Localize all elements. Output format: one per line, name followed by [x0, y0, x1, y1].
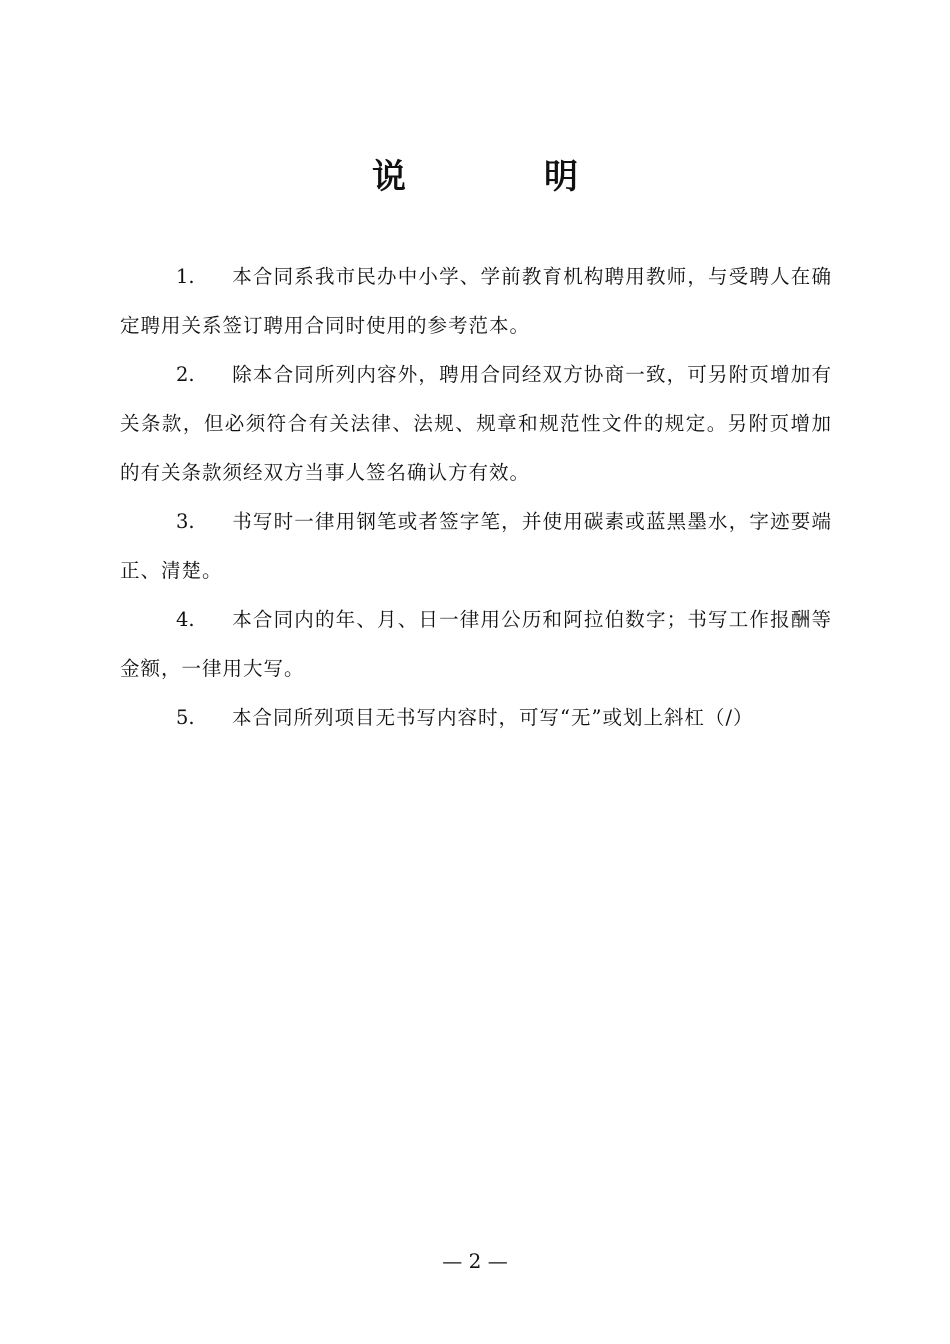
- item-text: 本合同系我市民办中小学、学前教育机构聘用教师，与受聘人在确定聘用关系签订聘用合同时使用的参考范本。: [120, 265, 832, 337]
- page-title: 说 明: [372, 157, 630, 197]
- item-number: 1.: [176, 265, 195, 288]
- item-number: 2.: [176, 363, 195, 386]
- item-number: 5.: [176, 706, 195, 729]
- item-text: 本合同内的年、月、日一律用公历和阿拉伯数字；书写工作报酬等金额，一律用大写。: [120, 608, 832, 680]
- item-text: 本合同所列项目无书写内容时，可写“无”或划上斜杠（/）: [232, 706, 754, 729]
- list-item: [120, 595, 832, 693]
- list-item: [120, 693, 832, 742]
- item-text: 除本合同所列内容外，聘用合同经双方协商一致，可另附页增加有关条款，但必须符合有关法律、法规、规章和规范性文件的规定。另附页增加的有关条款须经双方当事人签名确认方有效。: [120, 363, 832, 484]
- list-item: [120, 252, 832, 350]
- list-item: [120, 497, 832, 595]
- document-body: [120, 252, 832, 742]
- item-number: 4.: [176, 608, 195, 631]
- item-text: 书写时一律用钢笔或者签字笔，并使用碳素或蓝黑墨水，字迹要端正、清楚。: [120, 510, 832, 582]
- item-number: 3.: [176, 510, 195, 533]
- page-number: — 2 —: [442, 1249, 508, 1273]
- list-item: [120, 350, 832, 497]
